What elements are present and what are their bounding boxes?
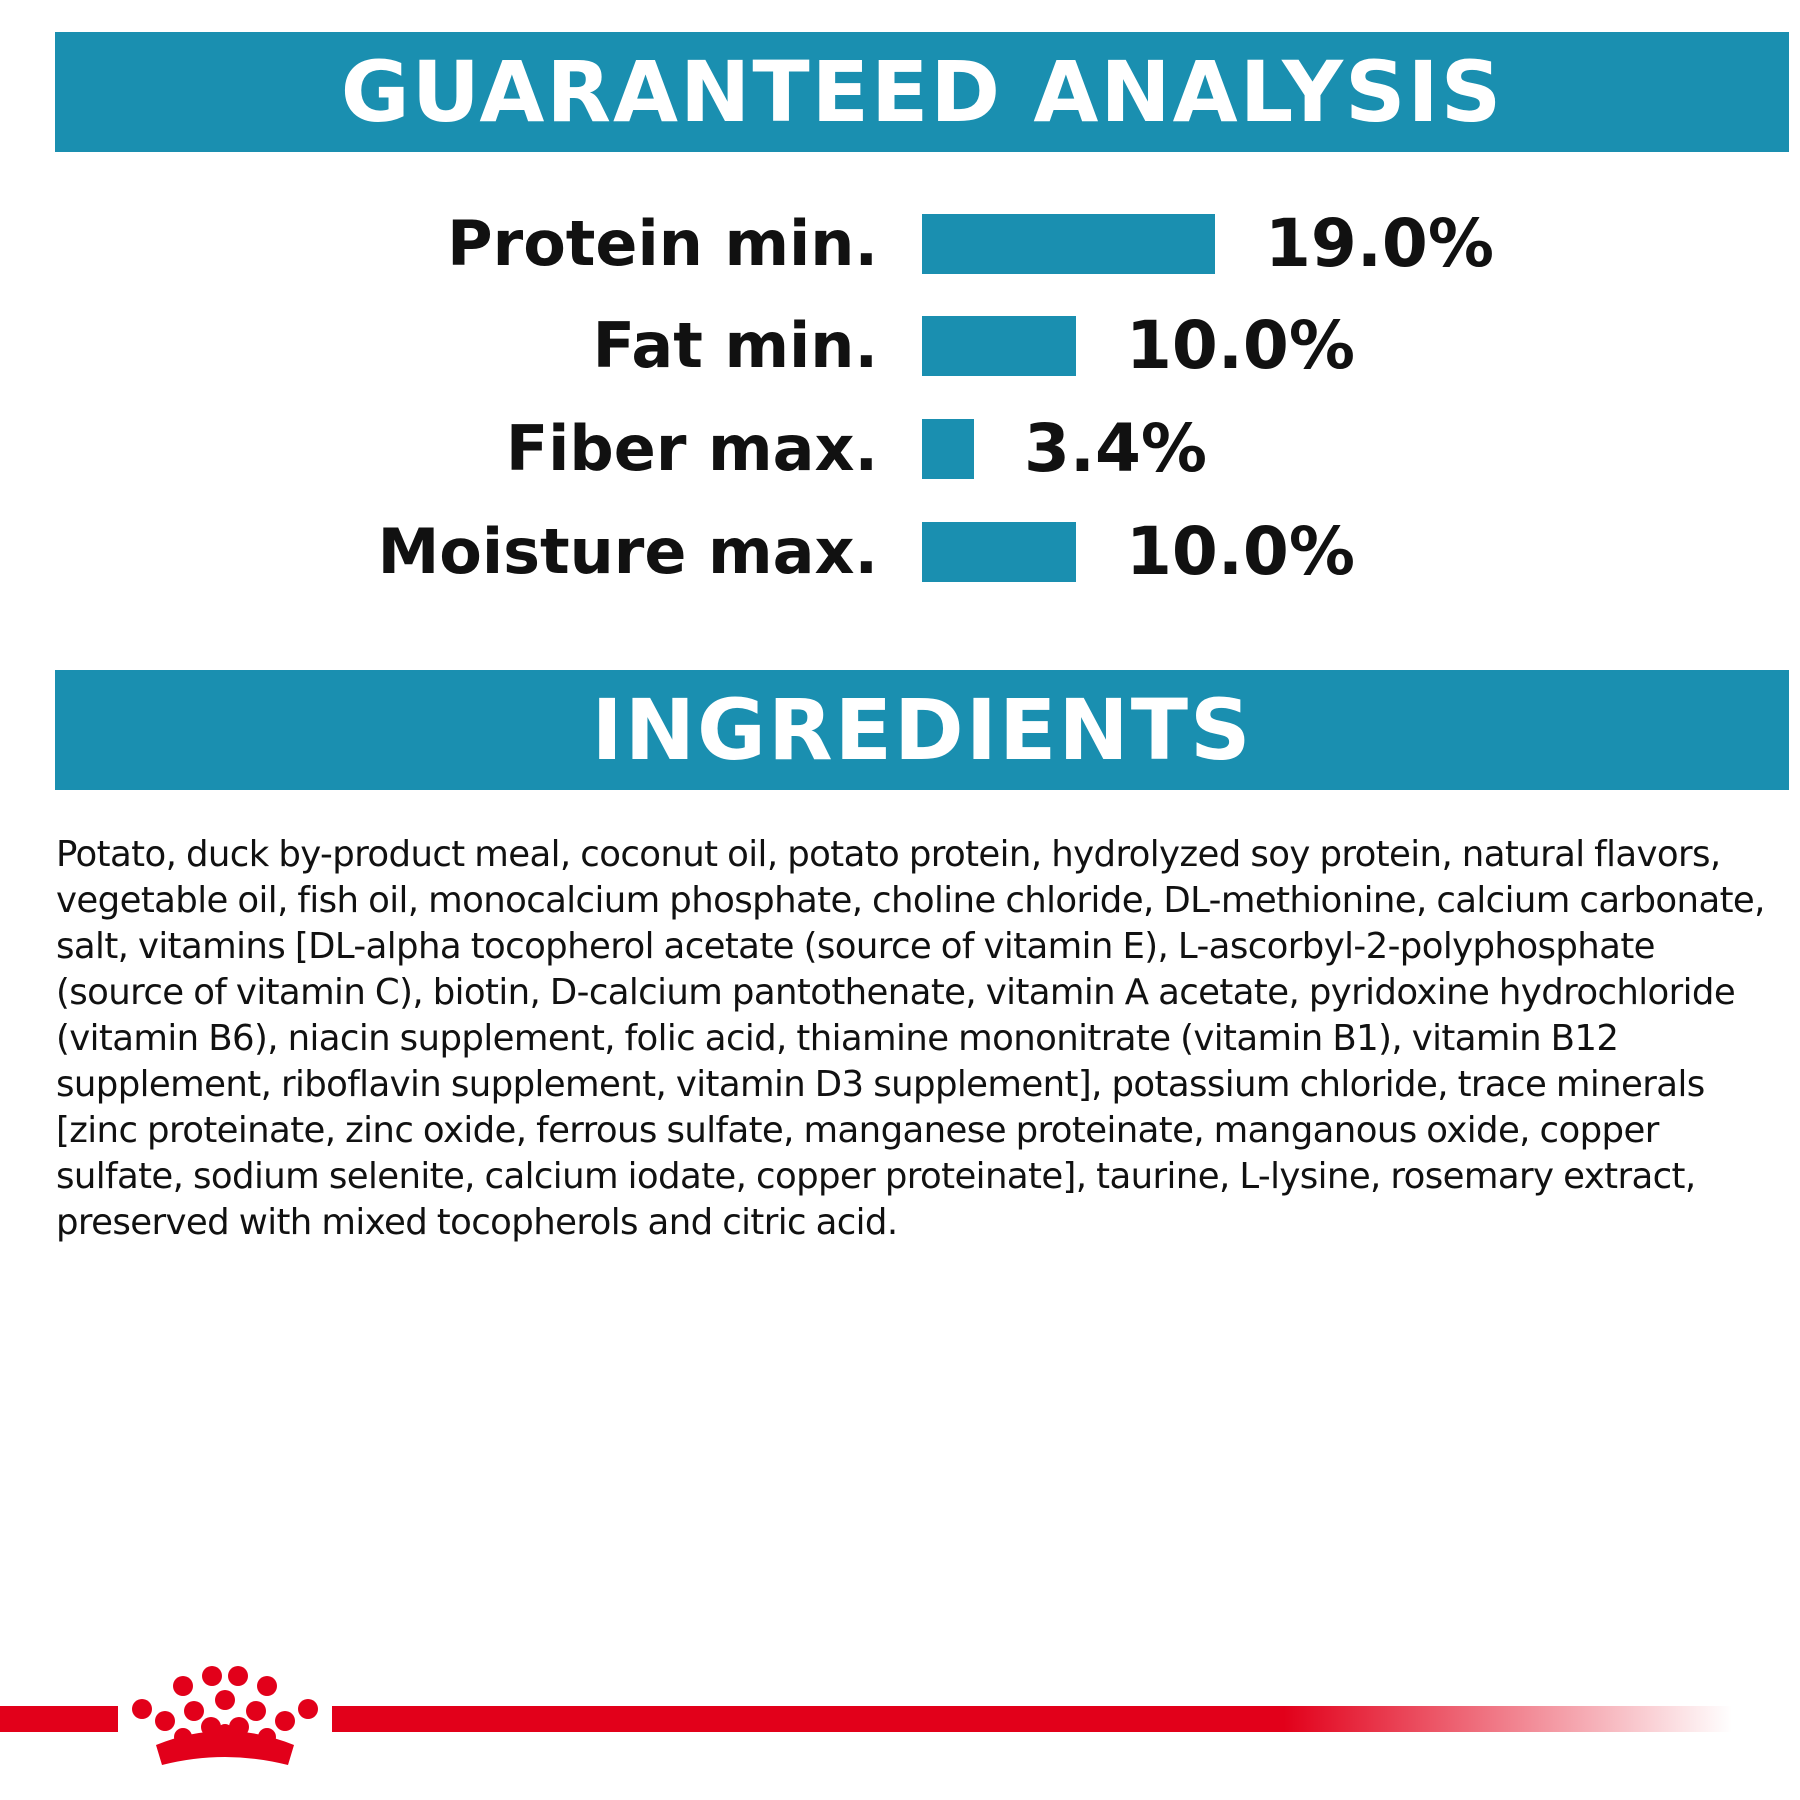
ingredients-header-band [55,670,1789,790]
analysis-value: 10.0% [1126,307,1355,384]
analysis-value: 19.0% [1265,205,1494,282]
analysis-value: 3.4% [1024,410,1208,487]
analysis-label: Protein min. [447,207,878,280]
analysis-header-band [55,32,1789,152]
analysis-bar [922,214,1215,274]
analysis-row-protein [0,205,1800,282]
red-rule-left [0,1706,118,1732]
analysis-label: Fiber max. [505,412,878,485]
analysis-label: Fat min. [592,309,878,382]
crown-logo-icon [128,1665,322,1775]
analysis-value: 10.0% [1126,513,1355,590]
ingredients-heading: INGREDIENTS [591,681,1253,779]
analysis-label: Moisture max. [377,515,878,588]
analysis-row-moisture [0,513,1800,590]
ingredients-text: Potato, duck by-product meal, coconut oil, potato protein, hydrolyzed soy protein, natural flavors, vegetable oil, fish oil, monocalcium phosphate, choline chloride, DL-methionine, calcium carbonate, salt, vitamins [DL-alpha tocopherol acetate (source of vitamin E), L-ascorbyl-2-polyphosphate (source of vitamin C), biotin, D-calcium pantothenate, vitamin A acetate, pyridoxine hydrochloride (vitamin B6), niacin supplement, folic acid, thiamine mononitrate (vitamin B1), vitamin B12 supplement, riboflavin supplement, vitamin D3 supplement], potassium chloride, trace minerals [zinc proteinate, zinc oxide, ferrous sulfate, manganese proteinate, manganous oxide, copper sulfate, sodium selenite, calcium iodate, copper proteinate], taurine, L-lysine, rosemary extract, preserved with mixed tocopherols and citric acid. [56,834,1765,1243]
analysis-heading: GUARANTEED ANALYSIS [340,43,1504,141]
red-rule-right [332,1706,1732,1732]
analysis-row-fat [0,307,1800,384]
analysis-row-fiber [0,410,1800,487]
analysis-bar [922,419,974,479]
brand-footer [0,1665,1800,1785]
analysis-bar [922,316,1076,376]
analysis-bar [922,522,1076,582]
